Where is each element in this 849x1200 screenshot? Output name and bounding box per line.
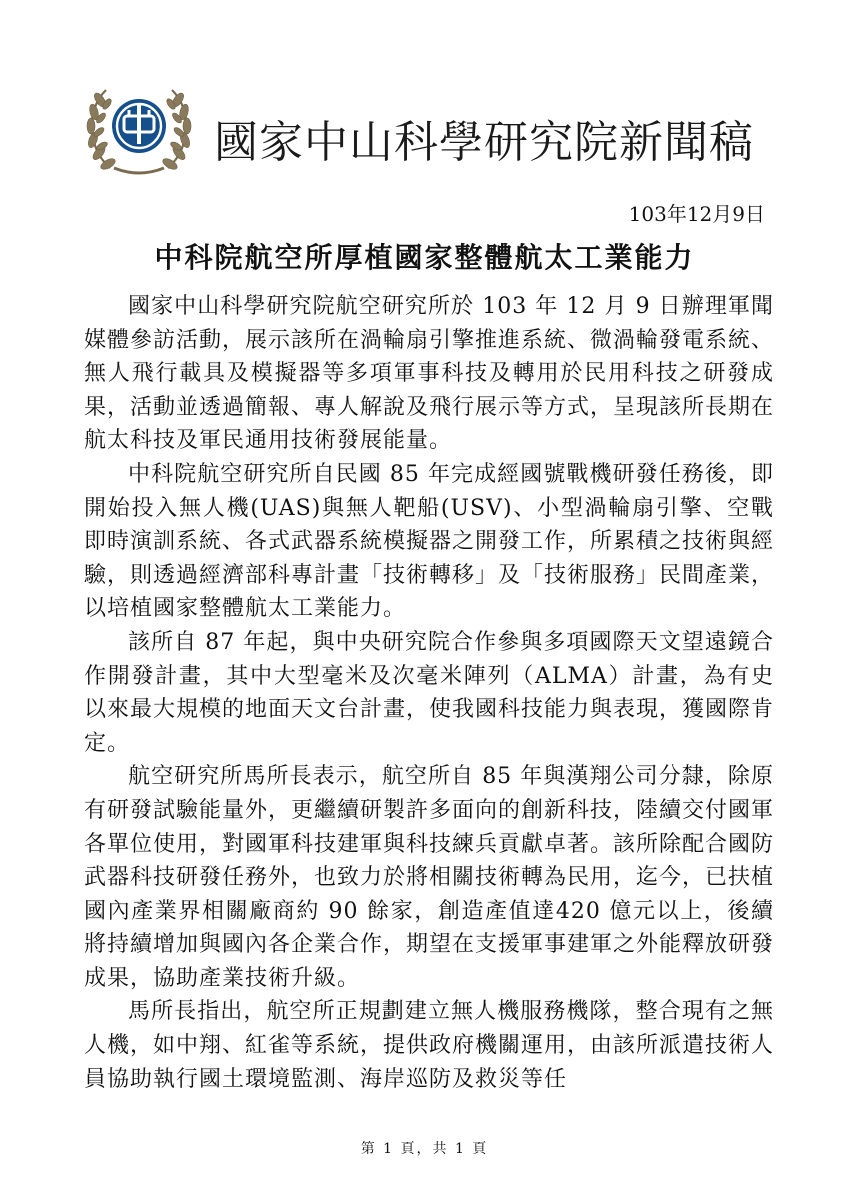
article-body xyxy=(84,290,774,1096)
institute-emblem-icon xyxy=(80,80,198,180)
page-footer: 第 1 頁，共 1 頁 xyxy=(360,1141,489,1157)
paragraph-5: 馬所長指出，航空所正規劃建立無人機服務機隊，整合現有之無人機，如中翔、紅雀等系統，提供政府機關運用，由該所派遣技術人員協助執行國土環境監測、海岸巡防及救災等任 xyxy=(84,999,775,1092)
paragraph-2: 中科院航空研究所自民國 85 年完成經國號戰機研發任務後，即開始投入無人機(UAS)與無人靶船(USV)、小型渦輪扇引擎、空戰即時演訓系統、各式武器系統模擬器之開發工作，所累積之技術與經驗，則透過經濟部科專計畫「技術轉移」及「技術服務」民間產業，以培植國家整體航太工業能力。 xyxy=(84,461,775,622)
paragraph-3: 該所自 87 年起，與中央研究院合作參與多項國際天文望遠鏡合作開發計畫，其中大型毫米及次毫米陣列（ALMA）計畫，為有史以來最大規模的地面天文台計畫，使我國科技能力與表現，獲國際肯定。 xyxy=(84,629,775,756)
press-release-headline: 中科院航空所厚植國家整體航太工業能力 xyxy=(154,241,695,274)
paragraph-4: 航空研究所馬所長表示，航空所自 85 年與漢翔公司分隸，除原有研發試驗能量外，更繼續研製許多面向的創新科技，陸續交付國軍各單位使用，對國軍科技建軍與科技練兵貢獻卓著。該所除配合國防武器科技研發任務外，也致力於將相關技術轉為民用，迄今，已扶植國內產業界相關廠商約 90 餘家，創造產值達420 億元以上，後續將持續增加與國內各企業合作，期望在支援軍事建軍之外能釋放研發成果，協助產業技術升級。 xyxy=(84,764,775,991)
paragraph-1: 國家中山科學研究院航空研究所於 103 年 12 月 9 日辦理軍聞媒體參訪活動，展示該所在渦輪扇引擎推進系統、微渦輪發電系統、無人飛行載具及模擬器等多項軍事科技及轉用於民用科技之研發成果，活動並透過簡報、專人解說及飛行展示等方式，呈現該所長期在航太科技及軍民通用技術發展能量。 xyxy=(84,294,775,454)
letterhead xyxy=(80,80,780,190)
organization-name: 國家中山科學研究院新聞稿 xyxy=(214,117,754,168)
release-date: 103年12月9日 xyxy=(628,202,765,226)
